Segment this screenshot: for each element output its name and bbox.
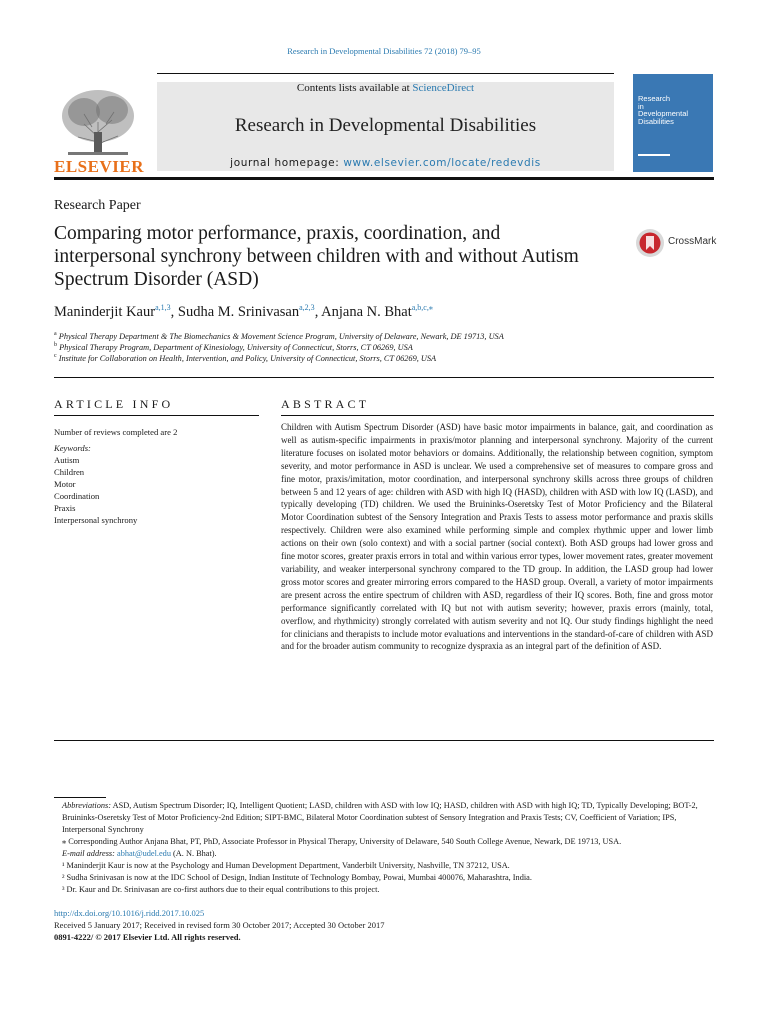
doi-link[interactable]: http://dx.doi.org/10.1016/j.ridd.2017.10.025 (54, 908, 205, 918)
issn-copyright: 0891-4222/ © 2017 Elsevier Ltd. All rights reserved. (54, 932, 241, 942)
header-top-rule (157, 73, 614, 74)
abstract-text: Children with Autism Spectrum Disorder (ASD) have basic motor impairments in balance, gait, and coordination as well as autism-specific impairments in praxis/motor planning and interpersonal synchrony. Majority of the current literature focuses on isolated motor behaviors or domains. Additionally, the relationship between cognition, symptom severity, and motor performance in ASD is unclear. We used a comprehensive set of measures to compare gross and fine motor, praxis/imitation, motor coordination, and interpersonal synchrony skills across three groups of children between 5 and 12 years of age: children with ASD with high IQ (HASD), children with ASD with low IQ (LASD), and typically developing (TD) children. We used the Bruininks-Oseretsky Test of Motor Proficiency and the Bilateral Motor Coordination subtest of the Sensory Integration and Praxis Tests to assess motor performance and praxis skills respectively. Children were also examined while performing simple and complex rhythmic upper and lower limb actions on their own (solo context) and with a social partner (social context). Both ASD groups had lower gross and fine motor scores, greater praxis errors in total and within various error types, lower movement rates, greater movement variability, and weaker interpersonal synchrony compared to the TD group. In addition, the LASD group had lower gross motor scores and greater mirroring errors compared to the HASD group. Overall, a variety of motor impairments are present across the entire spectrum of children with ASD, regardless of their IQ scores. Both, fine and gross motor performance significantly correlated with IQ but not with autism severity; however, praxis errors (mainly, total, overflow, and rhythmicity) strongly correlated with autism severity and not IQ. Our study findings highlight the need for clinicians and therapists to include motor evaluations and interventions in the standard-of-care of children with ASD and for the broader autism community to recognize dyspraxia as an integral part of the definition of ASD. (281, 422, 713, 652)
affiliation (54, 342, 413, 352)
cover-title-line: Disabilities (638, 116, 674, 126)
cover-title-line: Research (638, 94, 671, 103)
abstract-end-rule (54, 740, 714, 741)
crossmark-badge[interactable] (635, 228, 725, 258)
publisher-name: ELSEVIER (54, 157, 144, 176)
keyword: Praxis (54, 503, 76, 513)
footnote-2: ² Sudha Srinivasan is now at the IDC School of Design, Indian Institute of Technology Bombay, Powai, Mumbai 400076, Maharashtra, India. (62, 873, 532, 882)
footnote-3: ³ Dr. Kaur and Dr. Srinivasan are co-first authors due to their equal contributions to this project. (62, 885, 380, 894)
footnotes (54, 800, 714, 896)
contents-prefix: Contents lists available at (296, 82, 410, 94)
affiliation-text: Institute for Collaboration on Health, Intervention, and Policy, University of Connecticut, Storrs, CT 06269, USA (58, 353, 437, 363)
affiliation-mark: a (54, 331, 57, 337)
section-rule (54, 377, 714, 378)
journal-reference[interactable]: Research in Developmental Disabilities 72 (2018) 79–95 (287, 46, 481, 56)
author-list: Maninderjit Kaur$^{a,1,3}$, Sudha M. Srinivasan$^{a,2,3}$, Anjana N. Bhat$^{a,b,c,⁎}$ (54, 303, 433, 320)
article-info-rule (54, 415, 259, 416)
affiliation (54, 331, 504, 341)
keyword: Autism (54, 455, 80, 465)
journal-title: Research in Developmental Disabilities (234, 115, 537, 136)
author-name[interactable]: Maninderjit Kaur (54, 303, 156, 320)
journal-homepage (157, 157, 614, 169)
cover-title-line: in (638, 101, 644, 111)
affiliation-text: Physical Therapy Program, Department of Kinesiology, University of Connecticut, Storrs, CT 06269, USA (59, 342, 413, 352)
article-info-heading: ARTICLE INFO (54, 397, 174, 411)
homepage-link[interactable]: www.elsevier.com/locate/redevdis (343, 157, 541, 169)
abbreviations-note (54, 800, 714, 836)
keyword: Coordination (54, 491, 100, 501)
email-suffix: (A. N. Bhat). (173, 849, 217, 858)
cover-title-line: Developmental (638, 109, 689, 118)
homepage-prefix: journal homepage: (230, 157, 340, 169)
affiliation-mark: b (54, 342, 57, 348)
crossmark-icon (635, 228, 665, 258)
sciencedirect-link[interactable]: ScienceDirect (412, 82, 475, 94)
abstract-heading: ABSTRACT (281, 397, 370, 411)
cover-rule (638, 154, 670, 156)
keyword: Motor (54, 479, 76, 489)
reviews-count: Number of reviews completed are 2 (54, 427, 178, 437)
keyword: Interpersonal synchrony (54, 515, 138, 525)
abbreviations-text: ASD, Autism Spectrum Disorder; IQ, Intelligent Quotient; LASD, children with ASD with low IQ; HASD, children with ASD with high IQ; TD, Typically Developing; BOT-2, Bruininks-Oseretsky Test of Motor Proficiency-2nd Edition; SIPT-BMC, Bilateral Motor Coordination subtest of Sensory Integration and Praxis Tests; CV, Coefficient of Variation; IPS, Interpersonal Synchrony (62, 801, 698, 834)
author-name[interactable]: Anjana N. Bhat (321, 303, 412, 320)
article-type: Research Paper (54, 198, 141, 213)
keyword: Children (54, 467, 85, 477)
author-name[interactable]: Sudha M. Srinivasan (177, 303, 300, 320)
footnote-1: ¹ Maninderjit Kaur is now at the Psychology and Human Development Department, Vanderbilt University, Nashville, TN 37212, USA. (62, 861, 510, 870)
affiliation-text: Physical Therapy Department & The Biomechanics & Movement Science Program, University of Delaware, Newark, DE 19713, USA (58, 331, 504, 341)
footnote-rule (54, 797, 106, 798)
author-affiliation-marks[interactable]: a,1,3 (155, 303, 171, 312)
author-affiliation-marks[interactable]: a,b,c,⁎ (411, 303, 433, 312)
journal-cover[interactable] (633, 74, 713, 172)
abstract-rule (281, 415, 714, 416)
contents-line (157, 82, 614, 94)
affiliation-mark: c (54, 353, 57, 359)
cover-title (638, 95, 688, 125)
author-affiliation-marks[interactable]: a,2,3 (299, 303, 315, 312)
article-title: Comparing motor performance, praxis, coordination, and interpersonal synchrony between children with and without Autism Spectrum Disorder (ASD) (54, 223, 579, 290)
crossmark-label: CrossMark (668, 236, 717, 247)
received-dates: Received 5 January 2017; Received in revised form 30 October 2017; Accepted 30 October 2017 (54, 920, 385, 930)
corresponding-author-note: ⁎ Corresponding Author Anjana Bhat, PT, PhD, Associate Professor in Physical Therapy, University of Delaware, 540 South College Avenue, Newark, DE 19713, USA. (62, 837, 622, 846)
header-bottom-rule (54, 177, 714, 180)
email-label: E-mail address: (62, 849, 115, 858)
email-link[interactable]: abhat@udel.edu (117, 849, 171, 858)
affiliation (54, 353, 436, 363)
abbreviations-label: Abbreviations: (62, 801, 112, 810)
keywords-label: Keywords: (54, 443, 91, 453)
email-note (54, 848, 714, 860)
